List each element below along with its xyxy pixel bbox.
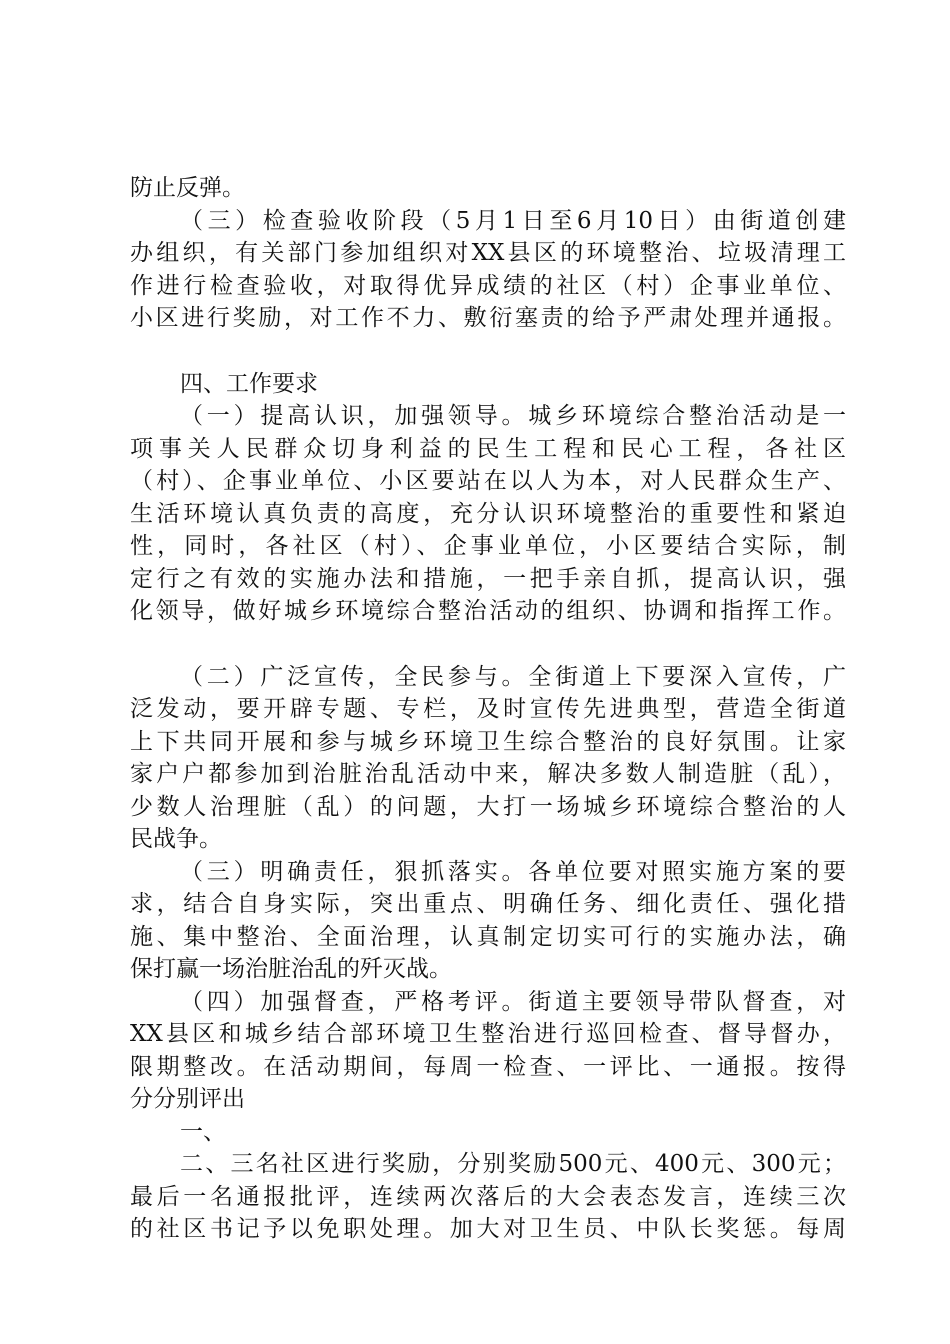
document-body — [130, 172, 846, 1246]
text-line: 定行之有效的实施办法和措施，一把手亲自抓，提高认识，强 — [130, 565, 846, 592]
paragraph-requirement-1 — [130, 400, 846, 628]
text-line: 小区进行奖励，对工作不力、敷衍塞责的给予严肃处理并通报。 — [130, 305, 846, 331]
text-line: 最后一名通报批评，连续两次落后的大会表态发言，连续三次 — [130, 1183, 846, 1210]
text-line: 少数人治理脏（乱）的问题，大打一场城乡环境综合整治的人 — [130, 793, 846, 820]
text-line: 的社区书记予以免职处理。加大对卫生员、中队长奖惩。每周 — [130, 1216, 846, 1242]
paragraph-gap — [130, 628, 846, 661]
text-line: （二）广泛宣传，全民参与。全街道上下要深入宣传，广 — [180, 663, 846, 690]
text-line: （三）检查验收阶段（5月1日至6月10日）由街道创建 — [180, 207, 846, 234]
text-line: 项事关人民群众切身利益的民生工程和民心工程，各社区 — [130, 435, 846, 462]
text-line: （三）明确责任，狠抓落实。各单位要对照实施方案的要 — [180, 858, 846, 885]
text-line: （四）加强督查，严格考评。街道主要领导带队督查，对 — [180, 988, 846, 1015]
text-line: 化领导，做好城乡环境综合整治活动的组织、协调和指挥工作。 — [130, 598, 846, 624]
text-line: 性，同时，各社区（村）、企事业单位，小区要结合实际，制 — [130, 533, 846, 559]
text-line: XX县区和城乡结合部环境卫生整治进行巡回检查、督导督办， — [130, 1021, 846, 1047]
text-line: 二、三名社区进行奖励，分别奖励500元、400元、300元； — [180, 1151, 846, 1177]
text-line: 办组织，有关部门参加组织对XX县区的环境整治、垃圾清理工 — [130, 240, 846, 266]
text-line: 泛发动，要开辟专题、专栏，及时宣传先进典型，营造全街道 — [130, 696, 846, 722]
text-line: 限期整改。在活动期间，每周一检查、一评比、一通报。按得 — [130, 1053, 846, 1080]
paragraph-reward — [130, 1148, 846, 1246]
text-line: 求，结合自身实际，突出重点、明确任务、细化责任、强化措 — [130, 891, 846, 917]
text-line: 上下共同开展和参与城乡环境卫生综合整治的良好氛围。让家 — [130, 728, 846, 755]
text-line: （村）、企事业单位、小区要站在以人为本，对人民群众生产、 — [130, 468, 846, 494]
list-item-marker: 一、 — [180, 1118, 226, 1145]
paragraph-requirement-3 — [130, 856, 846, 986]
text-line: 防止反弹。 — [130, 175, 245, 201]
section-heading: 四、工作要求 — [180, 370, 318, 397]
text-line: 施、集中整治、全面治理，认真制定切实可行的实施办法，确 — [130, 923, 846, 950]
paragraph-gap — [130, 335, 846, 368]
text-line: 作进行检查验收，对取得优异成绩的社区（村）企事业单位、 — [130, 272, 846, 299]
text-line: 生活环境认真负责的高度，充分认识环境整治的重要性和紧迫 — [130, 500, 846, 527]
paragraph-prev-tail — [130, 172, 846, 205]
paragraph-inspection-stage — [130, 205, 846, 335]
text-line: （一）提高认识，加强领导。城乡环境综合整治活动是一 — [180, 403, 846, 429]
text-line: 家户户都参加到治脏治乱活动中来，解决多数人制造脏（乱）， — [130, 761, 846, 787]
text-line: 民战争。 — [130, 826, 222, 852]
text-line: 分分别评出 — [130, 1086, 245, 1112]
paragraph-requirement-4 — [130, 986, 846, 1116]
text-line: 保打赢一场治脏治乱的歼灭战。 — [130, 956, 452, 982]
paragraph-requirement-2 — [130, 661, 846, 856]
